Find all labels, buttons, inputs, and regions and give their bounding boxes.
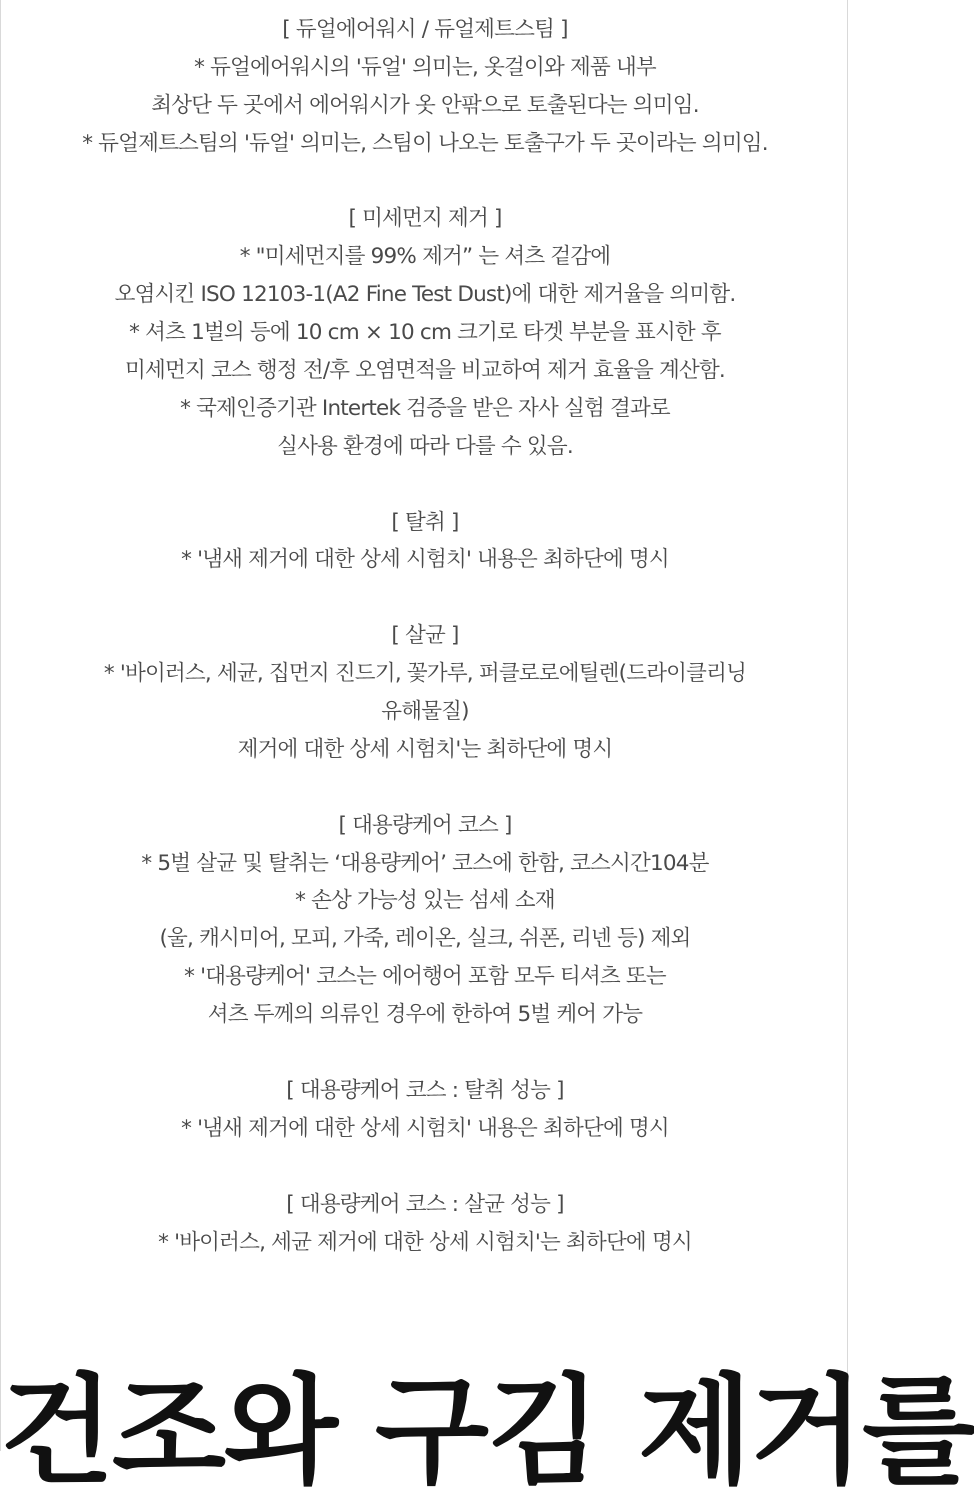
section-title: [ 살균 ] xyxy=(391,623,459,649)
section-large-deodorize xyxy=(0,1072,850,1186)
note-line: 최상단 두 곳에서 에어워시가 옷 안팎으로 토출된다는 의미임. xyxy=(151,92,699,118)
note-line: 오염시킨 ISO 12103-1(A2 Fine Test Dust)에 대한 제거율을 의미함. xyxy=(114,282,736,308)
section-fine-dust xyxy=(0,200,850,503)
section-title: [ 대용량케어 코스 : 살균 성능 ] xyxy=(286,1191,564,1217)
note-line: 미세먼지 코스 행정 전/후 오염면적을 비교하여 제거 효율을 계산함. xyxy=(125,358,725,384)
note-line: * 셔츠 1벌의 등에 10 cm × 10 cm 크기로 타겟 부분을 표시한 후 xyxy=(129,320,721,346)
section-spacer xyxy=(0,163,850,201)
section-spacer xyxy=(0,466,850,504)
section-deodorize xyxy=(0,504,850,618)
section-title: [ 미세먼지 제거 ] xyxy=(348,206,502,232)
note-line: (울, 캐시미어, 모피, 가죽, 레이온, 실크, 쉬폰, 리넨 등) 제외 xyxy=(159,926,691,952)
section-spacer xyxy=(0,579,850,617)
note-line: * 듀얼에어워시의 '듀얼' 의미는, 옷걸이와 제품 내부 xyxy=(194,54,656,80)
section-large-sterilize xyxy=(0,1186,850,1262)
note-line: * 5벌 살균 및 탈취는 ‘대용량케어’ 코스에 한함, 코스시간104분 xyxy=(141,850,709,876)
note-line: * "미세먼지를 99% 제거” 는 셔츠 겉감에 xyxy=(239,244,611,270)
note-line: * '바이러스, 세균, 집먼지 진드기, 꽃가루, 퍼클로로에틸렌(드라이클리닝 xyxy=(103,661,747,687)
section-spacer xyxy=(0,1148,850,1186)
note-line: 유해물질) xyxy=(381,699,469,725)
note-line: * 듀얼제트스팀의 '듀얼' 의미는, 스팀이 나오는 토출구가 두 곳이라는 의미임. xyxy=(82,130,768,156)
section-title: [ 탈취 ] xyxy=(391,509,459,535)
note-line: * '바이러스, 세균 제거에 대한 상세 시험치'는 최하단에 명시 xyxy=(158,1229,692,1255)
note-line: * '냄새 제거에 대한 상세 시험치' 내용은 최하단에 명시 xyxy=(181,1115,669,1141)
note-line: 셔츠 두께의 의류인 경우에 한하여 5벌 케어 가능 xyxy=(207,1002,643,1028)
section-sterilize xyxy=(0,617,850,806)
note-line: * 손상 가능성 있는 섬세 소재 xyxy=(295,888,555,914)
headline: 건조와 구김 제거를 xyxy=(0,1362,974,1500)
section-spacer xyxy=(0,1034,850,1072)
note-line: 제거에 대한 상세 시험치'는 최하단에 명시 xyxy=(237,736,613,762)
section-title: [ 듀얼에어워시 / 듀얼제트스팀 ] xyxy=(282,17,568,42)
section-large-capacity xyxy=(0,807,850,1072)
note-line: * '대용량케어' 코스는 에어행어 포함 모두 티셔츠 또는 xyxy=(184,964,666,990)
note-line: * 국제인증기관 Intertek 검증을 받은 자사 실험 결과로 xyxy=(180,395,670,421)
note-line: * '냄새 제거에 대한 상세 시험치' 내용은 최하단에 명시 xyxy=(181,547,669,573)
section-title: [ 대용량케어 코스 ] xyxy=(338,812,512,838)
section-title: [ 대용량케어 코스 : 탈취 성능 ] xyxy=(286,1077,564,1103)
section-dual-airwash xyxy=(0,11,850,200)
section-spacer xyxy=(0,769,850,807)
footnotes xyxy=(0,11,850,1261)
note-line: 실사용 환경에 따라 다를 수 있음. xyxy=(277,433,573,459)
